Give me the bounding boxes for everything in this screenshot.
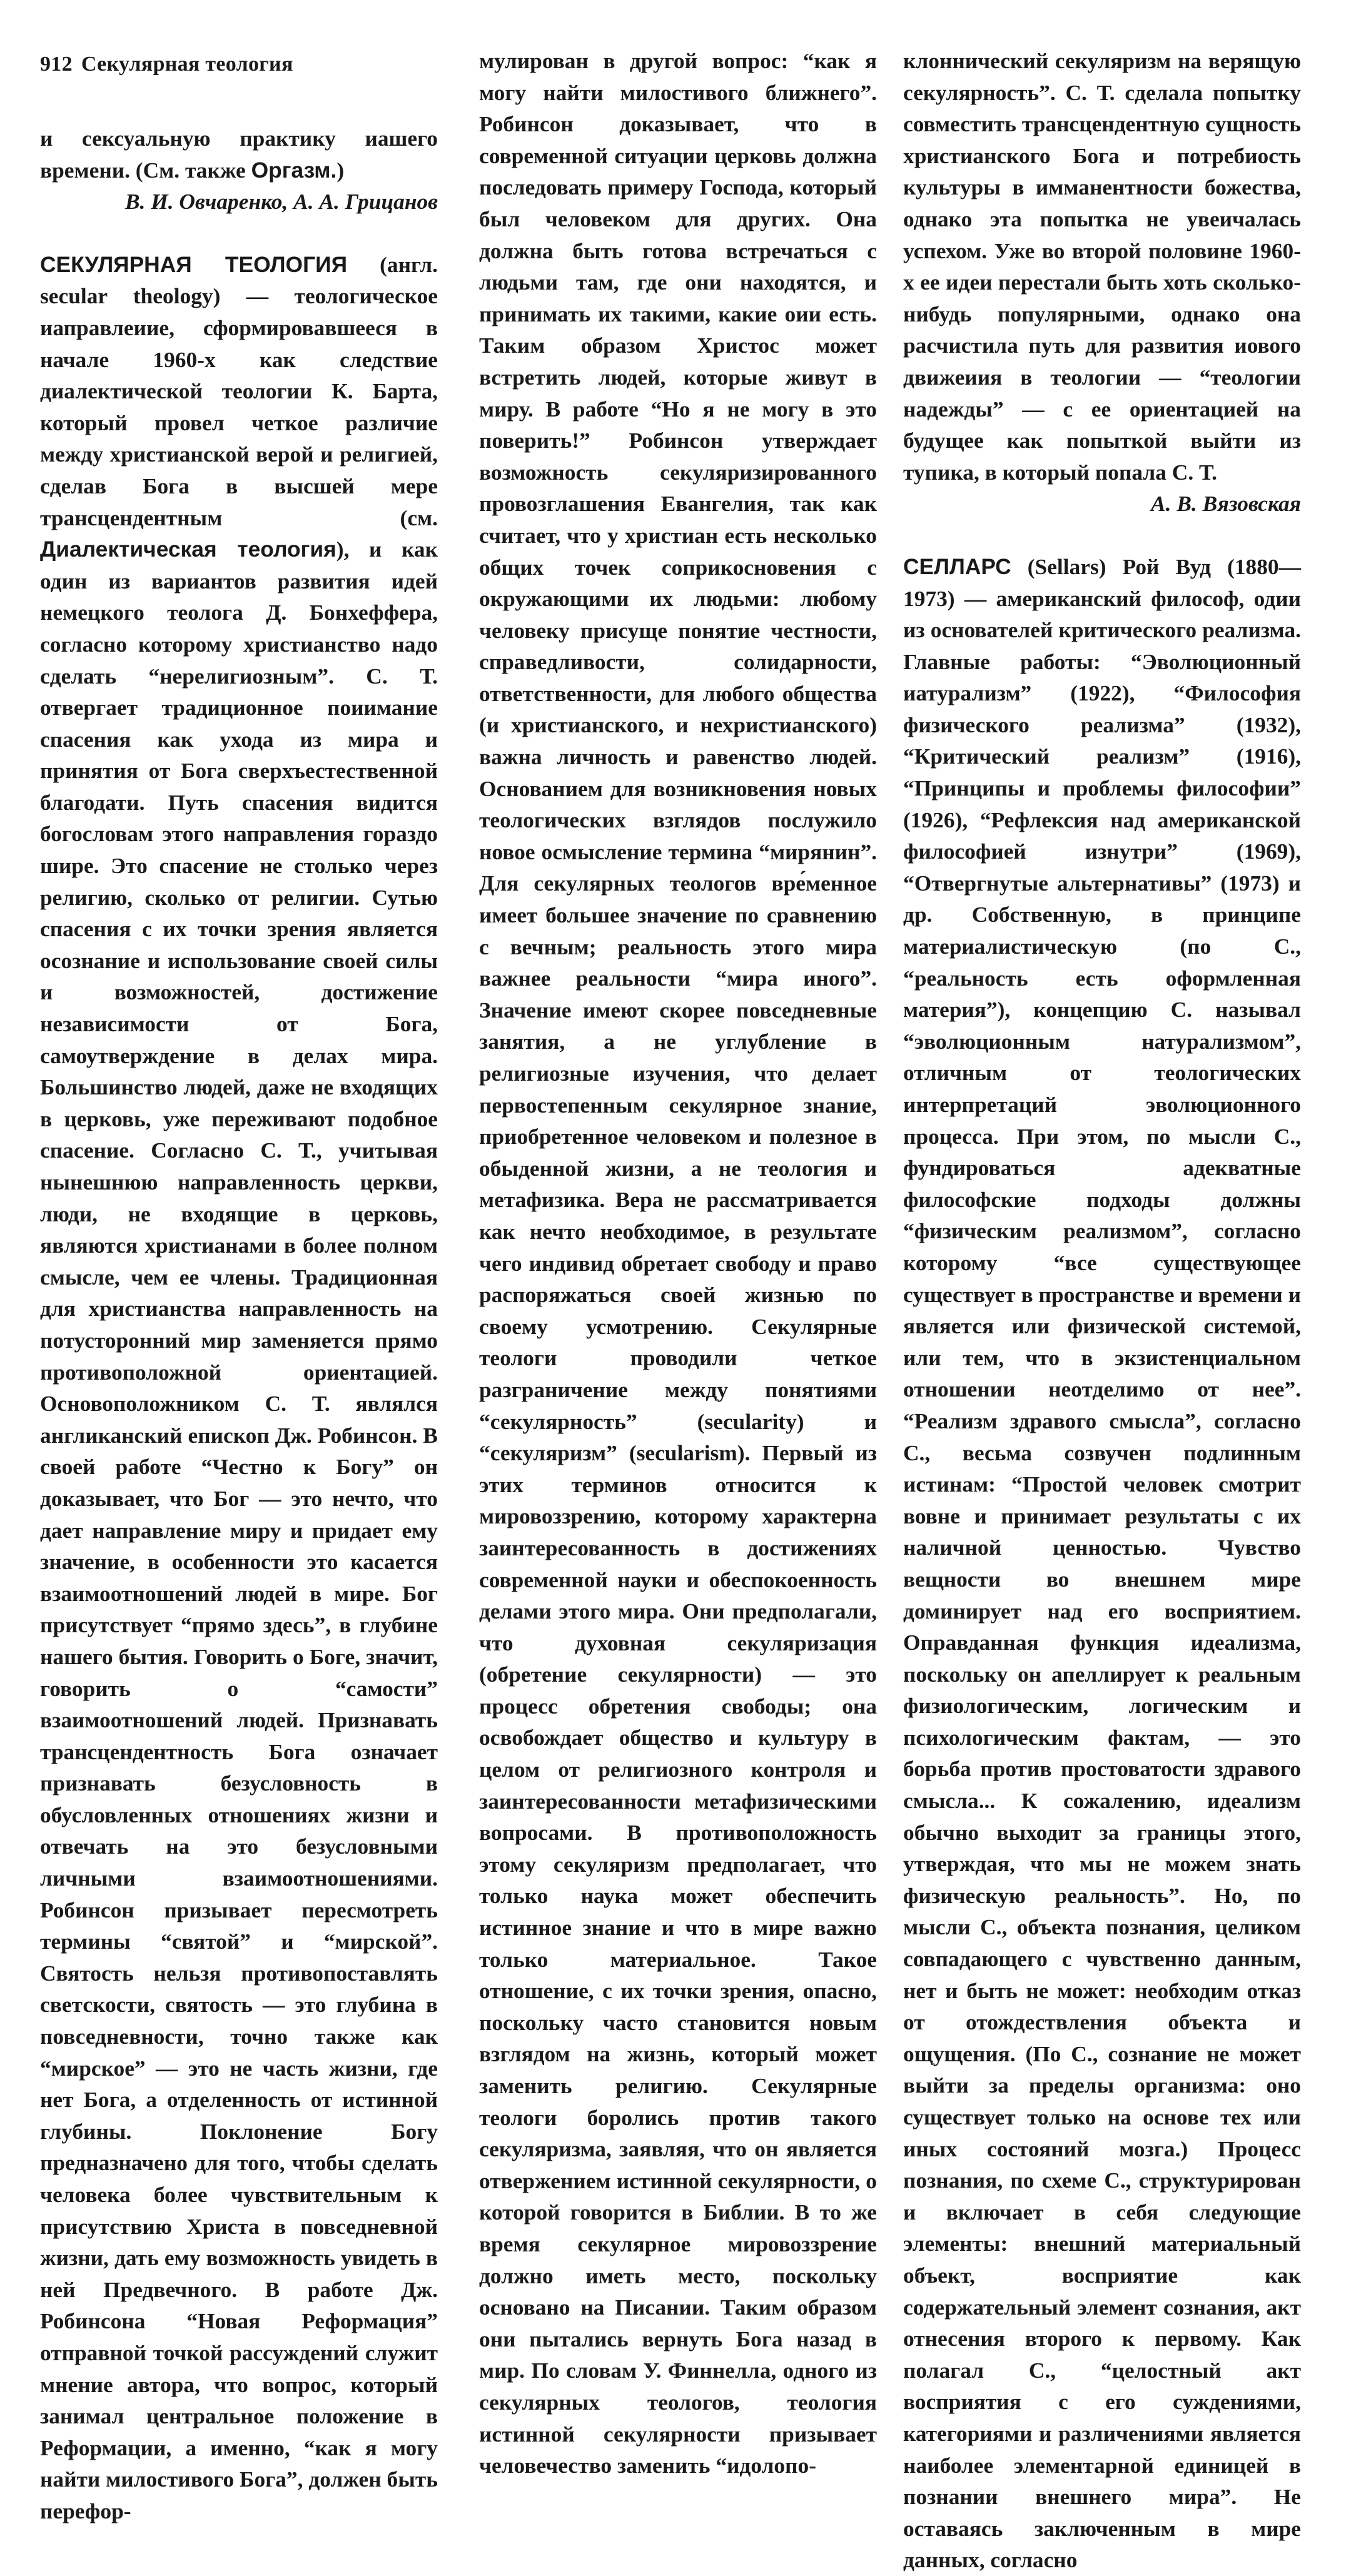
author-signature-vyazovskaya: А. В. Вязовская (1151, 491, 1301, 517)
entry-text-sellars: (Sellars) Рой Вуд (1880—1973) — американский философ, одии из основателей критического реализма. Главные работы: “Эволюционный иатурализм” (1922), “Философия физического реализма” (1932), “Критический реализм” (1916), “Принципы и проблемы философии” (1926), “Рефлексия над американской философией изнутри” (1969), “Отвергнутые альтернативы” (1973) и др. Собственную, в принципе материалистическую (по С., “реальность есть оформленная материя”), концепцию С. называл “эволюционным натурализмом”, отличным от теологических интерпретаций эволюционного процесса. При этом, по мысли С., фундироваться адекватные философские подходы должны “физическим реализмом”, согласно которому “все существующее существует в пространстве и времени и является или физической системой, или тем, что в экзистенциальном отношении неотделимо от нее”. “Реализм здравого смысла”, согласно С., весьма созвучен подлинным истинам: “Простой человек смотрит вовне и принимает результаты с их наличной ценностью. Чувство вещности во внешнем мире доминирует над его восприятием. Оправданная функция идеализма, поскольку он апеллирует к реальным физиологическим, логическим и психологическим фактам, — это борьба против простоватости здравого смысла... К сожалению, идеализм обычно выходит за границы этого, утверждая, что мы не можем знать физическую реальность”. Но, по мысли С., объекта познания, целиком совпадающего с чувственно данным, нет и быть не может: необходим отказ от отождествления объекта и ощущения. (По С., сознание не может выйти за пределы организма: оно существует только на основе тех или иных состояний мозга.) Процесс познания, по схеме С., структурирован и включает в себя следующие элементы: внешний материальный объект, восприятие как содержательный элемент сознания, акт отнесения второго к первому. Как полагал С., “целостный акт восприятия с его суждениями, категориями и различениями является наиболее элементарной единицей в познании внешнего мира”. Не оставаясь заключенным в мире данных, согласно (903, 553, 1301, 2573)
entry-gap (40, 218, 438, 249)
column-1 (40, 123, 438, 2527)
entry-headword: СЕКУЛЯРНАЯ ТЕОЛОГИЯ (40, 251, 348, 277)
entry-text-continued: мулирован в другой вопрос: “как я могу найти милостивого ближнего”. Робинсон доказывает, что в современной ситуации церковь должна последовать примеру Господа, который был человеком для других. Она должна быть готова встречаться с людьми там, где они находятся, и принимать их такими, какие оии есть. Таким образом Христос может встретить людей, которые живут в миру. В работе “Но я не могу в это поверить!” Робинсон утверждает возможность секуляризированного провозглашения Евангелия, так как считает, что у христиан есть несколько общих точек соприкосновения с окружающими их людьми: любому человеку присуще понятие честности, справедливости, солидарности, ответственности, для любого общества (и христианского, и нехристианского) важна личность и равенство людей. Основанием для возникновения новых теологических взглядов послужило новое осмысление термина “мирянин”. Для секулярных теологов вре́менное имеет большее значение по сравнению с вечным; реальность этого мира важнее реальности “мира иного”. Значение имеют скорее повседневные занятия, а не углубление в религиозные изучения, что делает первостепенным секулярное знание, приобретенное человеком и полезное в обыденной жизни, а не теология и метафизика. Вера не рассматривается как нечто необходимое, в результате чего индивид обретает свободу и право распоряжаться своей жизнью по своему усмотрению. Секулярные теологи проводили четкое разграничение между понятиями “секулярность” (secularity) и “секуляризм” (secularism). Первый из этих терминов относится к мировоззрению, которому характерна заинтересованность в достижениях современной науки и обеспокоенность делами этого мира. Они предполагали, что духовная секуляризация (обретение секулярности) — это процесс обретения свободы; она освобождает общество и культуру в целом от религиозного контроля и заинтересованности метафизическими вопросами. В противоположность этому секуляризм предполагает, что только наука может обеспечить истинное знание и что в мире важно только материальное. Такое отношение, с их точки зрения, опасно, поскольку часто становится новым взглядом на жизнь, который может заменить религию. Секулярные теологи боролись против такого секуляризма, заявляя, что он является отвержением истинной секулярности, о которой говорится в Библии. В то же время секулярное мировоззрение должно иметь место, поскольку основано на Писании. Таким образом они пытались вернуть Бога назад в мир. По словам У. Финнелла, одного из секулярных теологов, теология истинной секулярности призывает человечество заменить “идолопо- (479, 48, 877, 2478)
cross-reference-dialectical-theology: Диалектическая теология (40, 537, 336, 562)
entry-sellars (903, 551, 1301, 2576)
column-2 (479, 45, 877, 2482)
page-number: 912 (40, 53, 73, 76)
running-title: Секулярная теология (81, 53, 293, 76)
continuation-paragraph (40, 123, 438, 186)
author-signature: В. И. Овчаренко, А. А. Грицанов (124, 189, 438, 215)
continuation-text: и сексуальную практику иашего времени. (См. также (40, 126, 438, 183)
continuation-end: ) (336, 157, 345, 183)
entry-headword-sellars: СЕЛЛАРС (903, 553, 1011, 579)
entry-secular-theology (40, 249, 438, 2527)
running-header (40, 53, 293, 76)
entry-text-end: клоннический секуляризм на верящую секулярность”. С. Т. сделала попытку совместить трансцендентную сущность христианского Бога и потребиость культуры в имманентности божества, однако эта попытка не увеичалась успехом. Уже во второй половине 1960-х ее идеи перестали быть хоть сколько-нибудь популярными, однако она расчистила путь для развития иового движеиия в теологии — “теологии надежды” — с ее ориентацией на будущее как попыткой выйти из тупика, в который попала С. Т. (903, 48, 1301, 485)
column-3 (903, 45, 1301, 2576)
cross-reference: Оргазм. (251, 157, 337, 183)
entry-text-part-b: ), и как один из вариантов развития идей немецкого теолога Д. Бонхеффера, согласно которому христианство надо сделать “нерелигиозным”. С. Т. отвергает традиционное поиимание спасения как ухода из мира и принятия от Бога сверхъестественной благодати. Путь спасения видится богословам этого направления гораздо шире. Это спасение не столько через религию, сколько от религии. Сутью спасения с их точки зрения является осознание и использование своей силы и возможностей, достижение независимости от Бога, самоутверждение в делах мира. Большинство людей, даже не входящих в церковь, уже переживают подобное спасение. Согласно С. Т., учитывая нынешнюю направленность церкви, люди, не входящие в церковь, являются христианами в более полном смысле, чем ее члены. Традиционная для христианства направленность на потусторонний мир заменяется прямо противоположной ориентацией. Основоположником С. Т. являлся англиканский епископ Дж. Робинсон. В своей работе “Честно к Богу” он доказывает, что Бог — это нечто, что дает направление миру и придает ему значение, в особенности это касается взаимоотношений людей в мире. Бог присутствует “прямо здесь”, в глубине нашего бытия. Говорить о Боге, значит, говорить о “самости” взаимоотношений людей. Признавать трансцендентность Бога означает признавать безусловность в обусловленных отношениях жизни и отвечать на это безусловными личными взаимоотношениями. Робинсон призывает пересмотреть термины “святой” и “мирской”. Святость нельзя противопоставлять светскости, святость — это глубина в повседневности, точно также как “мирское” — это не часть жизни, где нет Бога, а отделенность от истинной глубины. Поклонение Богу предназначено для того, чтобы сделать человека более чувствительным к присутствию Христа в повседневной жизни, дать ему возможность увидеть в ней Предвечного. В работе Дж. Робинсона “Новая Реформация” отправной точкой рассуждений служит мнение автора, что вопрос, который занимал центральное положение в Реформации, а именно, “как я могу найти милостивого Бога”, должен быть перефор- (40, 537, 438, 2523)
entry-text-part-a: (англ. secular theology) — теологическое иаправлеиие, сформировавшееся в начале 1960-х как следствие диалектической теологии К. Барта, который провел четкое различие между христианской верой и религией, сделав Бога в высшей мере трансцендентным (см. (40, 251, 438, 530)
entry-gap (903, 520, 1301, 551)
